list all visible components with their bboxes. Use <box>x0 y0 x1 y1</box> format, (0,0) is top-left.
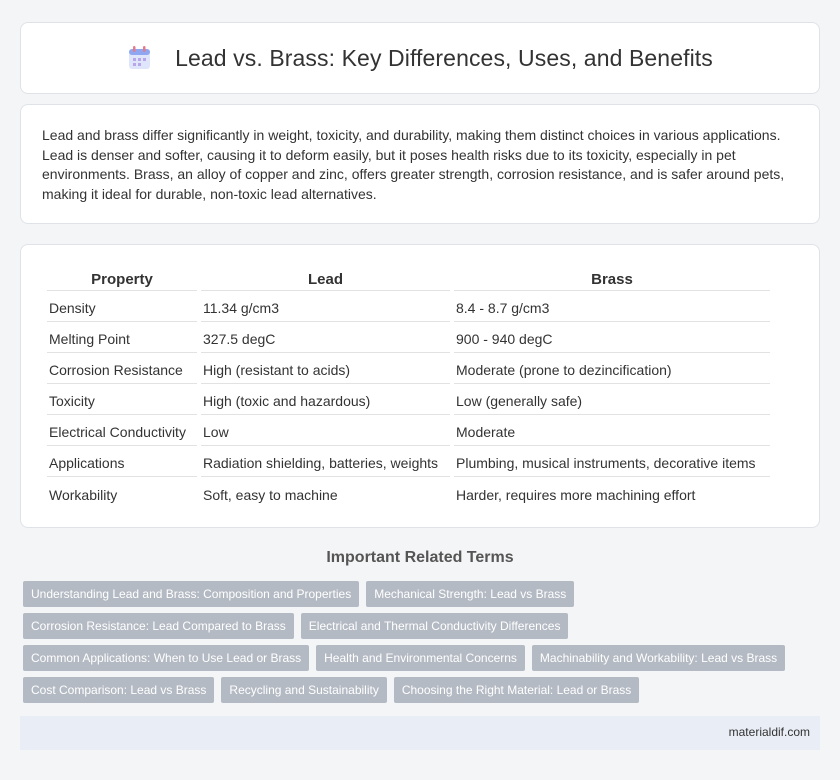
table-cell: Soft, easy to machine <box>203 486 338 503</box>
table-cell: Moderate (prone to dezincification) <box>454 355 770 384</box>
table-cell: High (toxic and hazardous) <box>201 386 450 415</box>
column-header-brass: Brass <box>454 267 770 291</box>
related-term-tag[interactable]: Recycling and Sustainability <box>221 677 386 703</box>
table-cell: 327.5 degC <box>201 324 450 353</box>
related-term-tag[interactable]: Machinability and Workability: Lead vs Brass <box>532 645 785 671</box>
tag-row <box>23 677 823 703</box>
table-cell: 900 - 940 degC <box>454 324 770 353</box>
related-term-tag[interactable]: Common Applications: When to Use Lead or Brass <box>23 645 309 671</box>
related-term-tag[interactable]: Mechanical Strength: Lead vs Brass <box>366 581 574 607</box>
table-row <box>47 479 770 508</box>
table-cell: 11.34 g/cm3 <box>201 293 450 322</box>
page-title: Lead vs. Brass: Key Differences, Uses, and Benefits <box>175 44 713 71</box>
table-cell: Melting Point <box>47 324 197 353</box>
table-row <box>47 293 770 322</box>
related-term-tag[interactable]: Cost Comparison: Lead vs Brass <box>23 677 214 703</box>
intro-paragraph: Lead and brass differ significantly in weight, toxicity, and durability, making them distinct choices in various applications. Lead is denser and softer, causing it to deform easily, but it poses health risks due to its toxicity, especially in pet environments. Brass, an alloy of copper and zinc, offers greater strength, corrosion resistance, and is safer around pets, making it ideal for durable, non-toxic lead alternatives. <box>42 127 785 202</box>
table-row <box>47 448 770 477</box>
tag-row <box>23 613 823 639</box>
comparison-table <box>43 265 774 510</box>
column-header-lead: Lead <box>201 267 450 291</box>
table-cell: Corrosion Resistance <box>47 355 197 384</box>
related-term-tag[interactable]: Corrosion Resistance: Lead Compared to Brass <box>23 613 294 639</box>
column-header-property: Property <box>47 267 197 291</box>
footer-site-link[interactable]: materialdif.com <box>728 725 810 739</box>
table-cell: Electrical Conductivity <box>47 417 197 446</box>
comparison-table-card <box>20 244 820 528</box>
table-cell: High (resistant to acids) <box>201 355 450 384</box>
table-cell: Workability <box>49 486 118 503</box>
table-row <box>47 417 770 446</box>
table-row <box>47 386 770 415</box>
header-card <box>20 22 820 94</box>
table-cell: Low (generally safe) <box>454 386 770 415</box>
table-cell: Plumbing, musical instruments, decorative items <box>454 448 770 477</box>
table-cell: Harder, requires more machining effort <box>456 486 696 503</box>
table-header-row <box>47 267 770 291</box>
calendar-icon <box>127 45 153 71</box>
intro-card <box>20 104 820 224</box>
footer <box>20 716 820 750</box>
table-cell: Low <box>201 417 450 446</box>
title-row <box>21 23 819 93</box>
related-term-tag[interactable]: Electrical and Thermal Conductivity Differences <box>301 613 569 639</box>
table-row <box>47 355 770 384</box>
table-row <box>47 324 770 353</box>
related-term-tag[interactable]: Choosing the Right Material: Lead or Brass <box>394 677 639 703</box>
table-cell: Moderate <box>454 417 770 446</box>
tag-row <box>23 581 823 607</box>
related-term-tag[interactable]: Understanding Lead and Brass: Composition and Properties <box>23 581 359 607</box>
table-cell: Applications <box>47 448 197 477</box>
related-terms-tags <box>23 581 823 709</box>
tag-row <box>23 645 823 671</box>
table-cell: Radiation shielding, batteries, weights <box>201 448 450 477</box>
table-cell: Density <box>47 293 197 322</box>
related-terms-heading: Important Related Terms <box>326 549 514 566</box>
table-cell: Toxicity <box>47 386 197 415</box>
related-term-tag[interactable]: Health and Environmental Concerns <box>316 645 525 671</box>
table-cell: 8.4 - 8.7 g/cm3 <box>454 293 770 322</box>
